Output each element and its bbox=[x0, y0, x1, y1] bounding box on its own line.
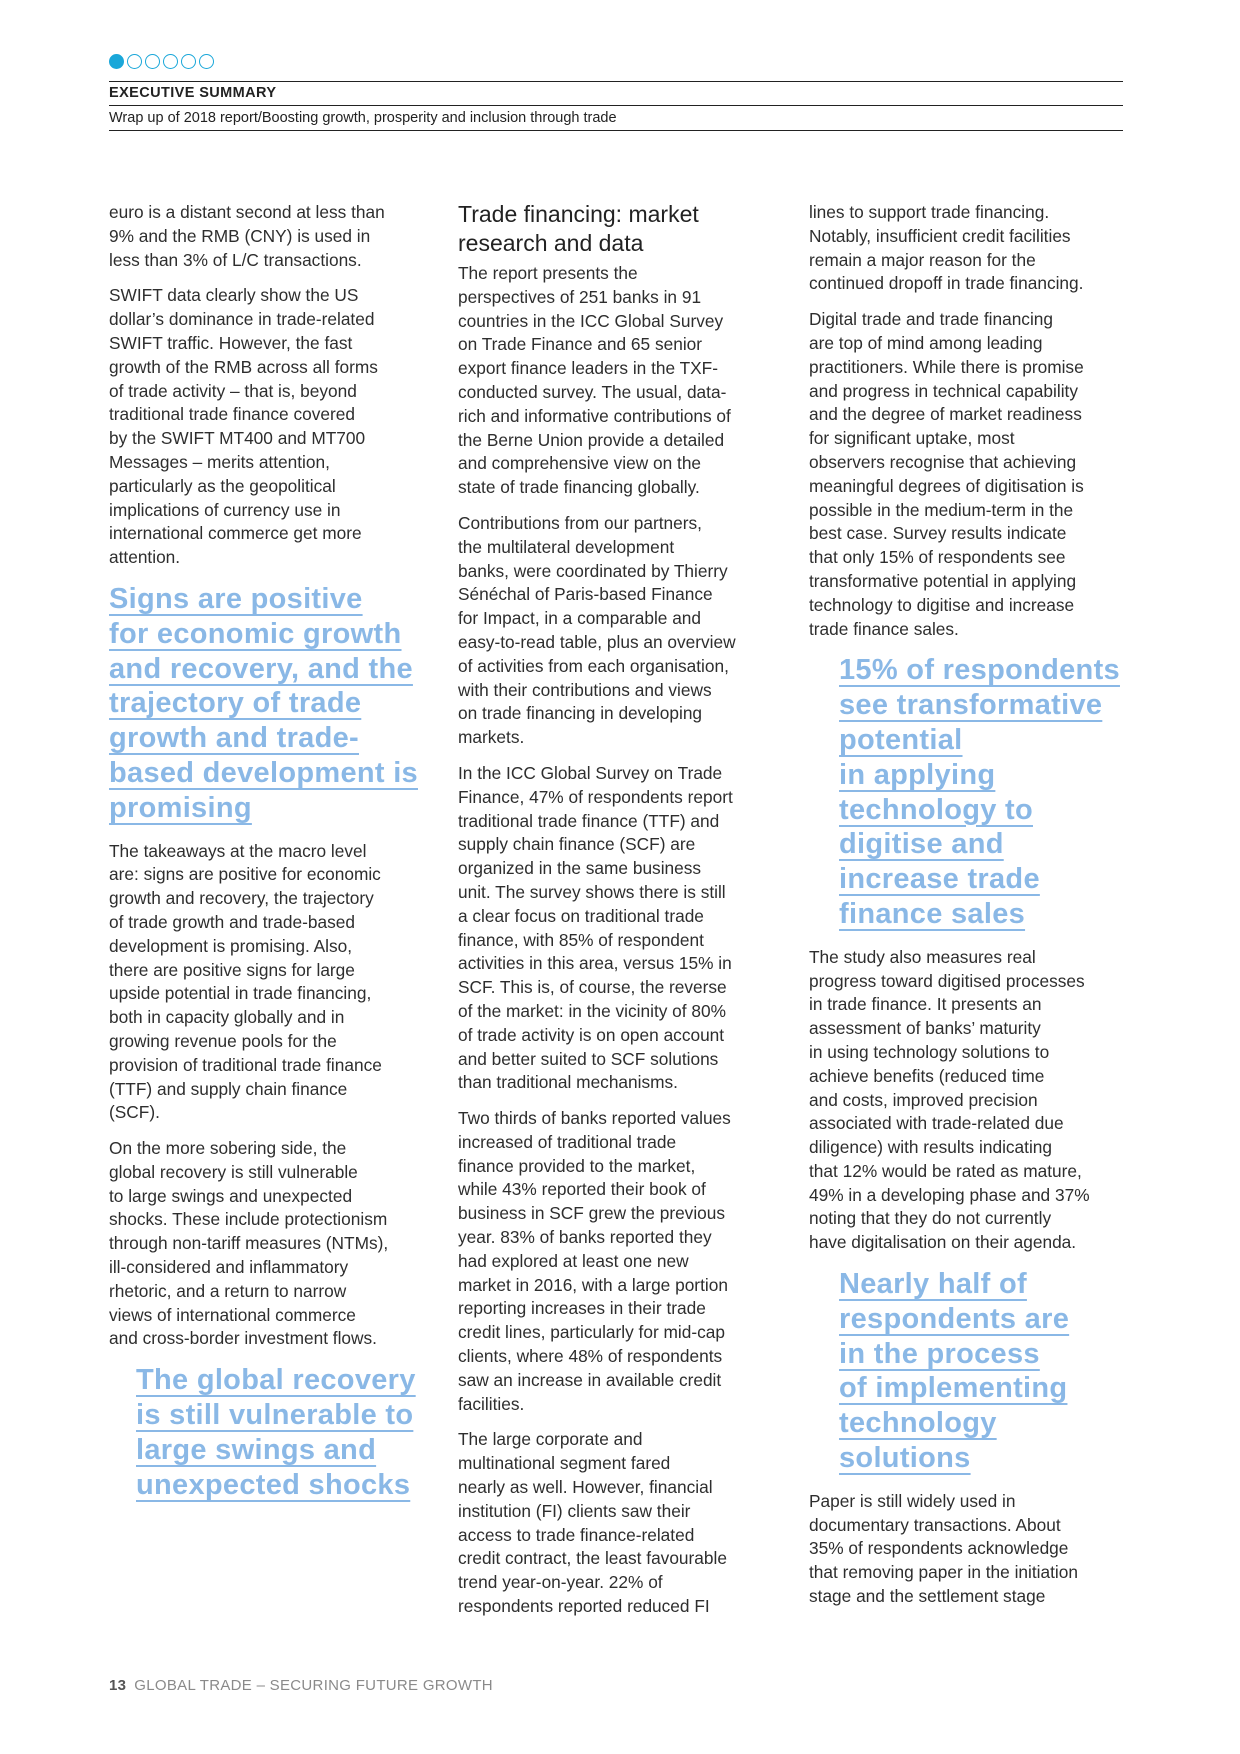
paragraph: The report presents the perspectives of 251 banks in 91 countries in the ICC Global Survey on Trade Finance and 65 senior export finance leaders in the TXF- conducted survey. The usual, data- rich and informative contributions of the Berne Union provide a detailed and comprehensive view on the state of trade financing globally. bbox=[458, 263, 731, 498]
divider bbox=[109, 81, 1123, 82]
divider bbox=[109, 130, 1123, 131]
page-footer bbox=[109, 1677, 493, 1694]
section-progress-dots bbox=[109, 54, 214, 69]
paragraph: SWIFT data clearly show the US dollar’s dominance in trade-related SWIFT traffic. However, the fast growth of the RMB across all forms of trade activity – that is, beyond traditional trade finance covered by the SWIFT MT400 and MT700 Messages – merits attention, particularly as the geopolitical implications of currency use in international commerce get more attention. bbox=[109, 285, 378, 568]
pull-quote: 15% of respondents see transformative potential in applying technology to digitise and increase trade finance sales bbox=[839, 654, 1120, 930]
paragraph: The study also measures real progress toward digitised processes in trade finance. It presents an assessment of banks’ maturity in using technology solutions to achieve benefits (reduced time and costs, improved precision associated with trade-related due diligence) with results indicating that 12% would be rated as mature, 49% in a developing phase and 37% noting that they do not currently have digitalisation on their agenda. bbox=[809, 946, 1090, 1253]
paragraph: Contributions from our partners, the multilateral development banks, were coordinated by Thierry Sénéchal of Paris-based Finance for Impact, in a comparable and easy-to-read table, plus an overview of activities from each organisation, with their contributions and views on trade financing in developing markets. bbox=[458, 512, 736, 748]
paragraph: lines to support trade financing. Notably, insufficient credit facilities remain a major reason for the continued dropoff in trade financing. bbox=[809, 202, 1084, 294]
pull-quote: Signs are positive for economic growth and recovery, and the trajectory of trade growth and trade- based development is promising bbox=[109, 582, 418, 824]
page-number: 13 bbox=[109, 1677, 127, 1694]
column-3 bbox=[809, 201, 1139, 1621]
divider bbox=[109, 105, 1123, 106]
paragraph: Two thirds of banks reported values increased of traditional trade finance provided to the market, while 43% reported their book of business in SCF grew the previous year. 83% of banks reported they had explored at least one new market in 2016, with a large portion reporting increases in their trade credit lines, particularly for mid-cap clients, where 48% of respondents saw an increase in available credit facilities. bbox=[458, 1108, 731, 1414]
progress-dot bbox=[127, 54, 142, 69]
progress-dot-active bbox=[109, 54, 124, 69]
paragraph: In the ICC Global Survey on Trade Finance, 47% of respondents report traditional trade finance (TTF) and supply chain finance (SCF) are organized in the same business unit. The survey shows there is still a clear focus on traditional trade finance, with 85% of respondent activities in this area, versus 15% in SCF. This is, of course, the reverse of the market: in the vicinity of 80% of trade activity is on open account and better suited to SCF solutions than traditional mechanisms. bbox=[458, 762, 733, 1093]
column-2 bbox=[458, 200, 793, 1631]
publication-title: GLOBAL TRADE – SECURING FUTURE GROWTH bbox=[134, 1677, 493, 1694]
paragraph: Digital trade and trade financing are top of mind among leading practitioners. While there is promise and progress in technical capability and the degree of market readiness for significant uptake, most observers recognise that achieving meaningful degrees of digitisation is possible in the medium-term in the best case. Survey results indicate that only 15% of respondents see transformative potential in applying technology to digitise and increase trade finance sales. bbox=[809, 309, 1084, 639]
paragraph: Paper is still widely used in documentary transactions. About 35% of respondents acknowledge that removing paper in the initiation stage and the settlement stage bbox=[809, 1490, 1078, 1607]
section-subtitle: Wrap up of 2018 report/Boosting growth, prosperity and inclusion through trade bbox=[109, 110, 617, 126]
progress-dot bbox=[145, 54, 160, 69]
paragraph: The large corporate and multinational segment fared nearly as well. However, financial institution (FI) clients saw their access to trade finance-related credit contract, the least favourable trend year-on-year. 22% of respondents reported reduced FI bbox=[458, 1429, 727, 1617]
section-heading: Trade financing: market research and data bbox=[458, 201, 699, 256]
progress-dot bbox=[181, 54, 196, 69]
paragraph: euro is a distant second at less than 9% and the RMB (CNY) is used in less than 3% of L/C transactions. bbox=[109, 202, 385, 270]
pull-quote: Nearly half of respondents are in the process of implementing technology solutions bbox=[839, 1268, 1070, 1475]
column-1 bbox=[109, 201, 439, 1516]
pull-quote: The global recovery is still vulnerable to large swings and unexpected shocks bbox=[136, 1364, 416, 1501]
section-title: EXECUTIVE SUMMARY bbox=[109, 85, 277, 101]
progress-dot bbox=[163, 54, 178, 69]
paragraph: The takeaways at the macro level are: signs are positive for economic growth and recovery, the trajectory of trade growth and trade-based development is promising. Also, there are positive signs for large upside potential in trade financing, both in capacity globally and in growing revenue pools for the provision of traditional trade finance (TTF) and supply chain finance (SCF). bbox=[109, 840, 382, 1123]
paragraph: On the more sobering side, the global recovery is still vulnerable to large swings and unexpected shocks. These include protectionism through non-tariff measures (NTMs), ill-considered and inflammatory rhetoric, and a return to narrow views of international commerce and cross-border investment flows. bbox=[109, 1138, 389, 1349]
progress-dot bbox=[199, 54, 214, 69]
